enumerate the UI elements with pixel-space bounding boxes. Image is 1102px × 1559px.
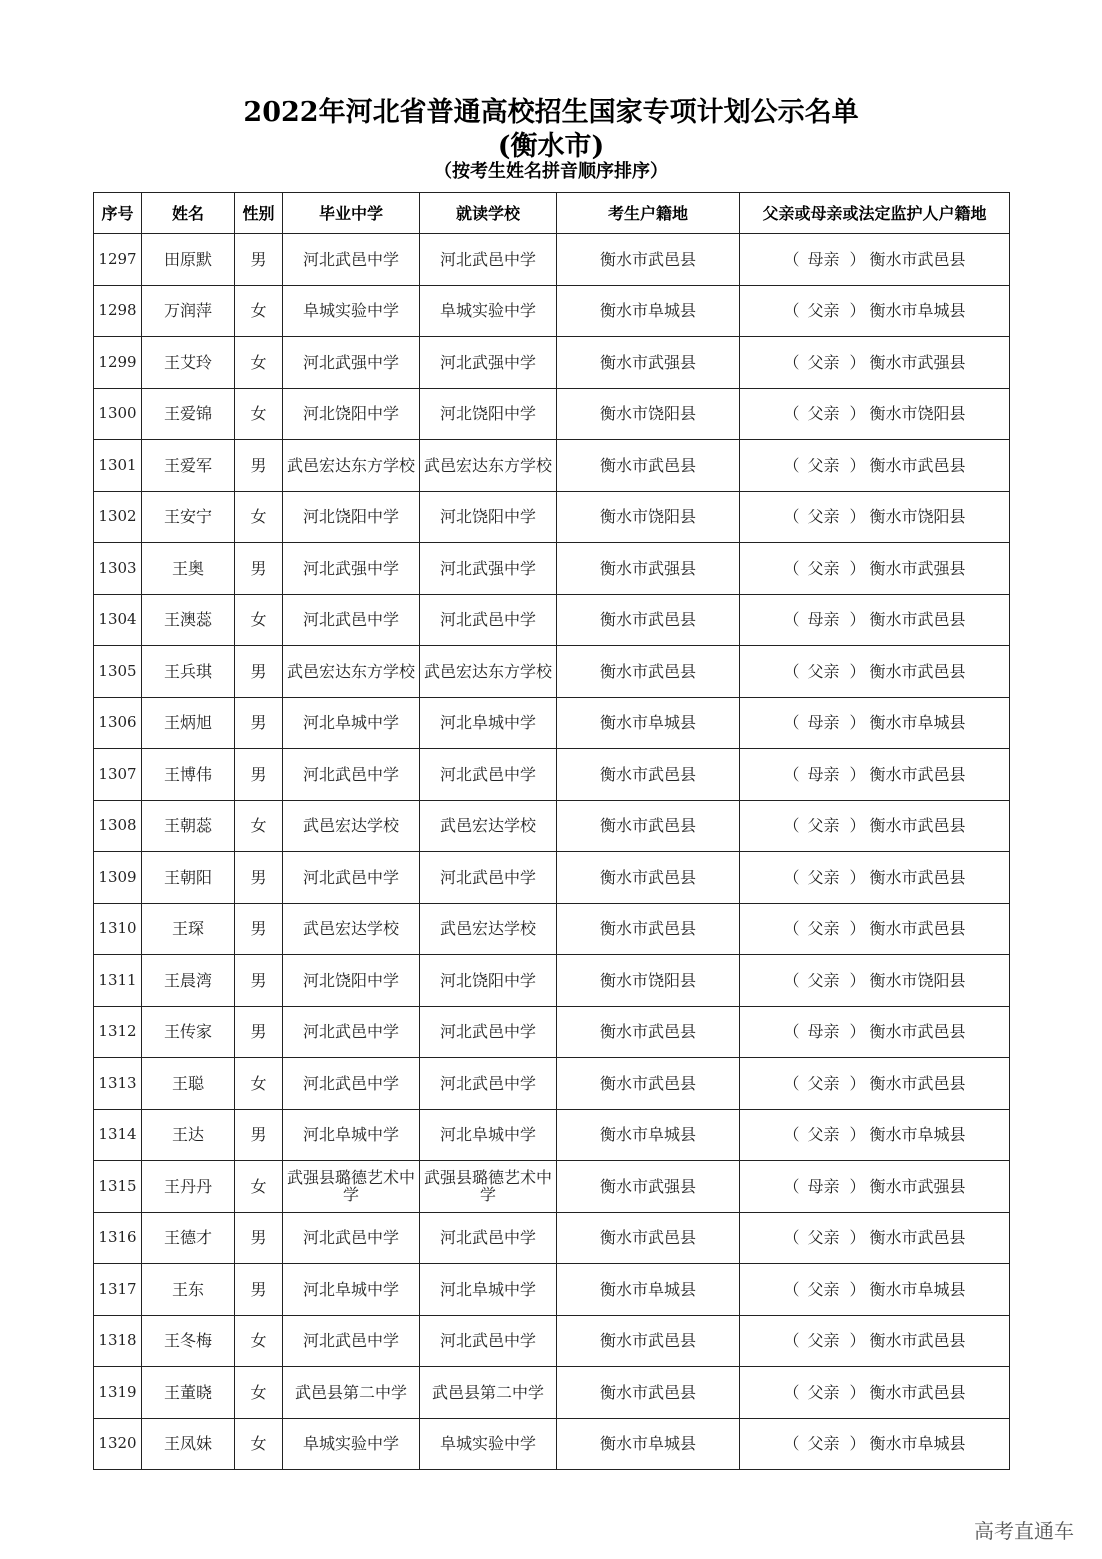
current-school-cell: 河北武强中学 <box>420 337 557 389</box>
name-cell: 王晨湾 <box>142 955 235 1007</box>
current-school-cell: 武邑宏达学校 <box>420 800 557 852</box>
home-cell: 衡水市阜城县 <box>557 1109 740 1161</box>
parent-relation: 父亲 <box>807 1279 840 1299</box>
gender-cell: 女 <box>235 800 283 852</box>
current-school-cell: 河北武邑中学 <box>420 594 557 646</box>
roster-table <box>93 192 1010 1470</box>
name-cell: 王凤妹 <box>142 1418 235 1470</box>
grad-school-cell: 阜城实验中学 <box>283 285 420 337</box>
home-cell: 衡水市饶阳县 <box>557 491 740 543</box>
home-cell: 衡水市武邑县 <box>557 1006 740 1058</box>
parent-cell: （ 父亲 ） 衡水市阜城县 <box>740 1109 1010 1161</box>
home-cell: 衡水市武邑县 <box>557 1367 740 1419</box>
parent-cell: （ 母亲 ） 衡水市武邑县 <box>740 594 1010 646</box>
id-cell: 1303 <box>94 543 142 595</box>
current-school-cell: 河北阜城中学 <box>420 697 557 749</box>
home-cell: 衡水市饶阳县 <box>557 955 740 1007</box>
current-school-cell: 武邑宏达东方学校 <box>420 646 557 698</box>
name-cell: 王传家 <box>142 1006 235 1058</box>
id-cell: 1319 <box>94 1367 142 1419</box>
table-row <box>94 1161 1010 1213</box>
parent-cell: （ 母亲 ） 衡水市武邑县 <box>740 749 1010 801</box>
gender-cell: 女 <box>235 1367 283 1419</box>
table-row <box>94 337 1010 389</box>
parent-place: 衡水市武邑县 <box>869 455 966 475</box>
name-cell: 王朝阳 <box>142 852 235 904</box>
parent-relation: 母亲 <box>807 1022 840 1042</box>
name-cell: 王德才 <box>142 1212 235 1264</box>
header-cell: 就读学校 <box>420 193 557 234</box>
gender-cell: 男 <box>235 234 283 286</box>
parent-cell: （ 父亲 ） 衡水市武邑县 <box>740 1212 1010 1264</box>
current-school-cell: 河北饶阳中学 <box>420 491 557 543</box>
name-cell: 万润萍 <box>142 285 235 337</box>
home-cell: 衡水市武邑县 <box>557 800 740 852</box>
gender-cell: 女 <box>235 491 283 543</box>
parent-relation: 父亲 <box>807 558 840 578</box>
gender-cell: 女 <box>235 1058 283 1110</box>
parent-relation: 父亲 <box>807 919 840 939</box>
gender-cell: 男 <box>235 1212 283 1264</box>
parent-relation: 父亲 <box>807 404 840 424</box>
home-cell: 衡水市阜城县 <box>557 1264 740 1316</box>
grad-school-cell: 河北阜城中学 <box>283 1264 420 1316</box>
home-cell: 衡水市武邑县 <box>557 234 740 286</box>
home-cell: 衡水市武邑县 <box>557 1058 740 1110</box>
parent-relation: 母亲 <box>807 713 840 733</box>
parent-cell: （ 父亲 ） 衡水市武邑县 <box>740 440 1010 492</box>
parent-cell: （ 母亲 ） 衡水市武邑县 <box>740 1006 1010 1058</box>
parent-relation: 父亲 <box>807 455 840 475</box>
parent-relation: 父亲 <box>807 1382 840 1402</box>
home-cell: 衡水市武邑县 <box>557 1212 740 1264</box>
parent-relation: 父亲 <box>807 970 840 990</box>
table-row <box>94 1058 1010 1110</box>
name-cell: 王达 <box>142 1109 235 1161</box>
parent-cell: （ 父亲 ） 衡水市饶阳县 <box>740 955 1010 1007</box>
current-school-cell: 河北阜城中学 <box>420 1109 557 1161</box>
parent-place: 衡水市武强县 <box>869 352 966 372</box>
home-cell: 衡水市武邑县 <box>557 1315 740 1367</box>
parent-cell: （ 父亲 ） 衡水市武邑县 <box>740 852 1010 904</box>
grad-school-cell: 武邑宏达学校 <box>283 903 420 955</box>
table-row <box>94 749 1010 801</box>
name-cell: 王艾玲 <box>142 337 235 389</box>
id-cell: 1318 <box>94 1315 142 1367</box>
gender-cell: 男 <box>235 1006 283 1058</box>
grad-school-cell: 河北饶阳中学 <box>283 388 420 440</box>
parent-cell: （ 父亲 ） 衡水市阜城县 <box>740 1418 1010 1470</box>
home-cell: 衡水市武邑县 <box>557 749 740 801</box>
parent-place: 衡水市饶阳县 <box>869 404 966 424</box>
current-school-cell: 阜城实验中学 <box>420 285 557 337</box>
gender-cell: 男 <box>235 852 283 904</box>
gender-cell: 男 <box>235 440 283 492</box>
gender-cell: 男 <box>235 543 283 595</box>
parent-place: 衡水市武强县 <box>869 1176 966 1196</box>
parent-place: 衡水市阜城县 <box>869 713 966 733</box>
grad-school-cell: 河北饶阳中学 <box>283 955 420 1007</box>
parent-relation: 父亲 <box>807 867 840 887</box>
table-row <box>94 1006 1010 1058</box>
current-school-cell: 武邑宏达学校 <box>420 903 557 955</box>
parent-place: 衡水市武强县 <box>869 558 966 578</box>
grad-school-cell: 河北武邑中学 <box>283 1058 420 1110</box>
id-cell: 1301 <box>94 440 142 492</box>
parent-place: 衡水市武邑县 <box>869 919 966 939</box>
id-cell: 1320 <box>94 1418 142 1470</box>
current-school-cell: 河北武邑中学 <box>420 1058 557 1110</box>
parent-place: 衡水市武邑县 <box>869 764 966 784</box>
parent-place: 衡水市阜城县 <box>869 1125 966 1145</box>
grad-school-cell: 武邑宏达东方学校 <box>283 646 420 698</box>
name-cell: 王丹丹 <box>142 1161 235 1213</box>
current-school-cell: 河北饶阳中学 <box>420 388 557 440</box>
id-cell: 1306 <box>94 697 142 749</box>
parent-place: 衡水市武邑县 <box>869 1228 966 1248</box>
name-cell: 王安宁 <box>142 491 235 543</box>
gender-cell: 女 <box>235 1315 283 1367</box>
grad-school-cell: 武邑宏达东方学校 <box>283 440 420 492</box>
parent-cell: （ 父亲 ） 衡水市阜城县 <box>740 285 1010 337</box>
parent-cell: （ 母亲 ） 衡水市武邑县 <box>740 234 1010 286</box>
parent-cell: （ 父亲 ） 衡水市武邑县 <box>740 1315 1010 1367</box>
id-cell: 1308 <box>94 800 142 852</box>
id-cell: 1299 <box>94 337 142 389</box>
name-cell: 王爱军 <box>142 440 235 492</box>
parent-place: 衡水市武邑县 <box>869 1022 966 1042</box>
current-school-cell: 阜城实验中学 <box>420 1418 557 1470</box>
table-row <box>94 440 1010 492</box>
header-cell: 性别 <box>235 193 283 234</box>
gender-cell: 男 <box>235 749 283 801</box>
grad-school-cell: 河北武邑中学 <box>283 594 420 646</box>
parent-place: 衡水市武邑县 <box>869 661 966 681</box>
parent-place: 衡水市武邑县 <box>869 1073 966 1093</box>
header-cell: 父亲或母亲或法定监护人户籍地 <box>740 193 1010 234</box>
parent-place: 衡水市武邑县 <box>869 1382 966 1402</box>
parent-cell: （ 父亲 ） 衡水市武邑县 <box>740 646 1010 698</box>
current-school-cell: 武邑县第二中学 <box>420 1367 557 1419</box>
id-cell: 1298 <box>94 285 142 337</box>
gender-cell: 女 <box>235 1161 283 1213</box>
current-school-cell: 武强县璐德艺术中学 <box>420 1161 557 1213</box>
name-cell: 王奥 <box>142 543 235 595</box>
grad-school-cell: 河北武邑中学 <box>283 1212 420 1264</box>
header-cell: 序号 <box>94 193 142 234</box>
parent-relation: 母亲 <box>807 764 840 784</box>
header-cell: 毕业中学 <box>283 193 420 234</box>
grad-school-cell: 河北武强中学 <box>283 543 420 595</box>
gender-cell: 男 <box>235 955 283 1007</box>
table-row <box>94 1109 1010 1161</box>
gender-cell: 女 <box>235 594 283 646</box>
parent-relation: 父亲 <box>807 816 840 836</box>
grad-school-cell: 阜城实验中学 <box>283 1418 420 1470</box>
name-cell: 王琛 <box>142 903 235 955</box>
name-cell: 王冬梅 <box>142 1315 235 1367</box>
home-cell: 衡水市武邑县 <box>557 646 740 698</box>
current-school-cell: 武邑宏达东方学校 <box>420 440 557 492</box>
parent-place: 衡水市阜城县 <box>869 1434 966 1454</box>
table-row <box>94 697 1010 749</box>
parent-relation: 母亲 <box>807 1176 840 1196</box>
parent-place: 衡水市武邑县 <box>869 816 966 836</box>
name-cell: 王博伟 <box>142 749 235 801</box>
table-row <box>94 903 1010 955</box>
grad-school-cell: 武邑宏达学校 <box>283 800 420 852</box>
parent-relation: 父亲 <box>807 1434 840 1454</box>
parent-cell: （ 父亲 ） 衡水市武邑县 <box>740 1367 1010 1419</box>
current-school-cell: 河北阜城中学 <box>420 1264 557 1316</box>
table-row <box>94 285 1010 337</box>
parent-place: 衡水市阜城县 <box>869 301 966 321</box>
home-cell: 衡水市武强县 <box>557 337 740 389</box>
header-cell: 考生户籍地 <box>557 193 740 234</box>
parent-place: 衡水市武邑县 <box>869 867 966 887</box>
name-cell: 王朝蕊 <box>142 800 235 852</box>
parent-relation: 父亲 <box>807 301 840 321</box>
header-cell: 姓名 <box>142 193 235 234</box>
grad-school-cell: 武强县璐德艺术中学 <box>283 1161 420 1213</box>
parent-relation: 父亲 <box>807 507 840 527</box>
parent-place: 衡水市武邑县 <box>869 1331 966 1351</box>
parent-cell: （ 父亲 ） 衡水市武强县 <box>740 337 1010 389</box>
id-cell: 1315 <box>94 1161 142 1213</box>
table-row <box>94 955 1010 1007</box>
id-cell: 1304 <box>94 594 142 646</box>
parent-cell: （ 父亲 ） 衡水市饶阳县 <box>740 491 1010 543</box>
parent-place: 衡水市武邑县 <box>869 249 966 269</box>
home-cell: 衡水市武邑县 <box>557 594 740 646</box>
id-cell: 1307 <box>94 749 142 801</box>
current-school-cell: 河北饶阳中学 <box>420 955 557 1007</box>
grad-school-cell: 河北武邑中学 <box>283 852 420 904</box>
parent-cell: （ 父亲 ） 衡水市武邑县 <box>740 800 1010 852</box>
name-cell: 王聪 <box>142 1058 235 1110</box>
current-school-cell: 河北武强中学 <box>420 543 557 595</box>
id-cell: 1310 <box>94 903 142 955</box>
parent-cell: （ 父亲 ） 衡水市武邑县 <box>740 1058 1010 1110</box>
home-cell: 衡水市阜城县 <box>557 1418 740 1470</box>
parent-relation: 母亲 <box>807 610 840 630</box>
grad-school-cell: 河北阜城中学 <box>283 1109 420 1161</box>
id-cell: 1312 <box>94 1006 142 1058</box>
table-row <box>94 1367 1010 1419</box>
parent-place: 衡水市武邑县 <box>869 610 966 630</box>
table-row <box>94 594 1010 646</box>
parent-cell: （ 父亲 ） 衡水市饶阳县 <box>740 388 1010 440</box>
parent-relation: 父亲 <box>807 661 840 681</box>
grad-school-cell: 河北武邑中学 <box>283 234 420 286</box>
gender-cell: 女 <box>235 285 283 337</box>
table-header-row <box>94 193 1010 234</box>
table-row <box>94 234 1010 286</box>
grad-school-cell: 河北阜城中学 <box>283 697 420 749</box>
home-cell: 衡水市武强县 <box>557 1161 740 1213</box>
page-title: 2022年河北省普通高校招生国家专项计划公示名单 <box>243 97 859 128</box>
home-cell: 衡水市饶阳县 <box>557 388 740 440</box>
name-cell: 田原默 <box>142 234 235 286</box>
name-cell: 王炳旭 <box>142 697 235 749</box>
table-row <box>94 1212 1010 1264</box>
gender-cell: 男 <box>235 903 283 955</box>
table-row <box>94 491 1010 543</box>
parent-relation: 母亲 <box>807 249 840 269</box>
parent-cell: （ 母亲 ） 衡水市武强县 <box>740 1161 1010 1213</box>
id-cell: 1297 <box>94 234 142 286</box>
home-cell: 衡水市阜城县 <box>557 697 740 749</box>
page-subtitle-city: (衡水市) <box>497 131 605 162</box>
name-cell: 王东 <box>142 1264 235 1316</box>
current-school-cell: 河北武邑中学 <box>420 749 557 801</box>
name-cell: 王爱锦 <box>142 388 235 440</box>
table-row <box>94 852 1010 904</box>
home-cell: 衡水市武邑县 <box>557 903 740 955</box>
id-cell: 1311 <box>94 955 142 1007</box>
gender-cell: 女 <box>235 388 283 440</box>
table-row <box>94 1418 1010 1470</box>
home-cell: 衡水市武邑县 <box>557 852 740 904</box>
gender-cell: 女 <box>235 337 283 389</box>
id-cell: 1309 <box>94 852 142 904</box>
table-row <box>94 543 1010 595</box>
gender-cell: 男 <box>235 1109 283 1161</box>
grad-school-cell: 河北饶阳中学 <box>283 491 420 543</box>
parent-cell: （ 父亲 ） 衡水市武邑县 <box>740 903 1010 955</box>
grad-school-cell: 河北武邑中学 <box>283 1315 420 1367</box>
table-row <box>94 388 1010 440</box>
name-cell: 王澳蕊 <box>142 594 235 646</box>
parent-cell: （ 母亲 ） 衡水市阜城县 <box>740 697 1010 749</box>
gender-cell: 男 <box>235 697 283 749</box>
id-cell: 1305 <box>94 646 142 698</box>
id-cell: 1300 <box>94 388 142 440</box>
parent-cell: （ 父亲 ） 衡水市阜城县 <box>740 1264 1010 1316</box>
parent-place: 衡水市阜城县 <box>869 1279 966 1299</box>
home-cell: 衡水市武强县 <box>557 543 740 595</box>
id-cell: 1302 <box>94 491 142 543</box>
current-school-cell: 河北武邑中学 <box>420 1006 557 1058</box>
id-cell: 1317 <box>94 1264 142 1316</box>
parent-relation: 父亲 <box>807 1228 840 1248</box>
gender-cell: 男 <box>235 646 283 698</box>
gender-cell: 女 <box>235 1418 283 1470</box>
id-cell: 1313 <box>94 1058 142 1110</box>
gender-cell: 男 <box>235 1264 283 1316</box>
parent-place: 衡水市饶阳县 <box>869 970 966 990</box>
parent-relation: 父亲 <box>807 352 840 372</box>
table-row <box>94 646 1010 698</box>
grad-school-cell: 河北武邑中学 <box>283 749 420 801</box>
watermark: 高考直通车 <box>974 1519 1074 1543</box>
name-cell: 王兵琪 <box>142 646 235 698</box>
home-cell: 衡水市阜城县 <box>557 285 740 337</box>
id-cell: 1314 <box>94 1109 142 1161</box>
table-row <box>94 1315 1010 1367</box>
current-school-cell: 河北武邑中学 <box>420 1315 557 1367</box>
table-row <box>94 800 1010 852</box>
grad-school-cell: 河北武邑中学 <box>283 1006 420 1058</box>
current-school-cell: 河北武邑中学 <box>420 852 557 904</box>
parent-relation: 父亲 <box>807 1331 840 1351</box>
current-school-cell: 河北武邑中学 <box>420 234 557 286</box>
id-cell: 1316 <box>94 1212 142 1264</box>
table-row <box>94 1264 1010 1316</box>
name-cell: 王董晓 <box>142 1367 235 1419</box>
page-subtitle-order: （按考生姓名拼音顺序排序） <box>434 161 668 182</box>
parent-place: 衡水市饶阳县 <box>869 507 966 527</box>
parent-cell: （ 父亲 ） 衡水市武强县 <box>740 543 1010 595</box>
home-cell: 衡水市武邑县 <box>557 440 740 492</box>
parent-relation: 父亲 <box>807 1073 840 1093</box>
current-school-cell: 河北武邑中学 <box>420 1212 557 1264</box>
grad-school-cell: 河北武强中学 <box>283 337 420 389</box>
parent-relation: 父亲 <box>807 1125 840 1145</box>
grad-school-cell: 武邑县第二中学 <box>283 1367 420 1419</box>
